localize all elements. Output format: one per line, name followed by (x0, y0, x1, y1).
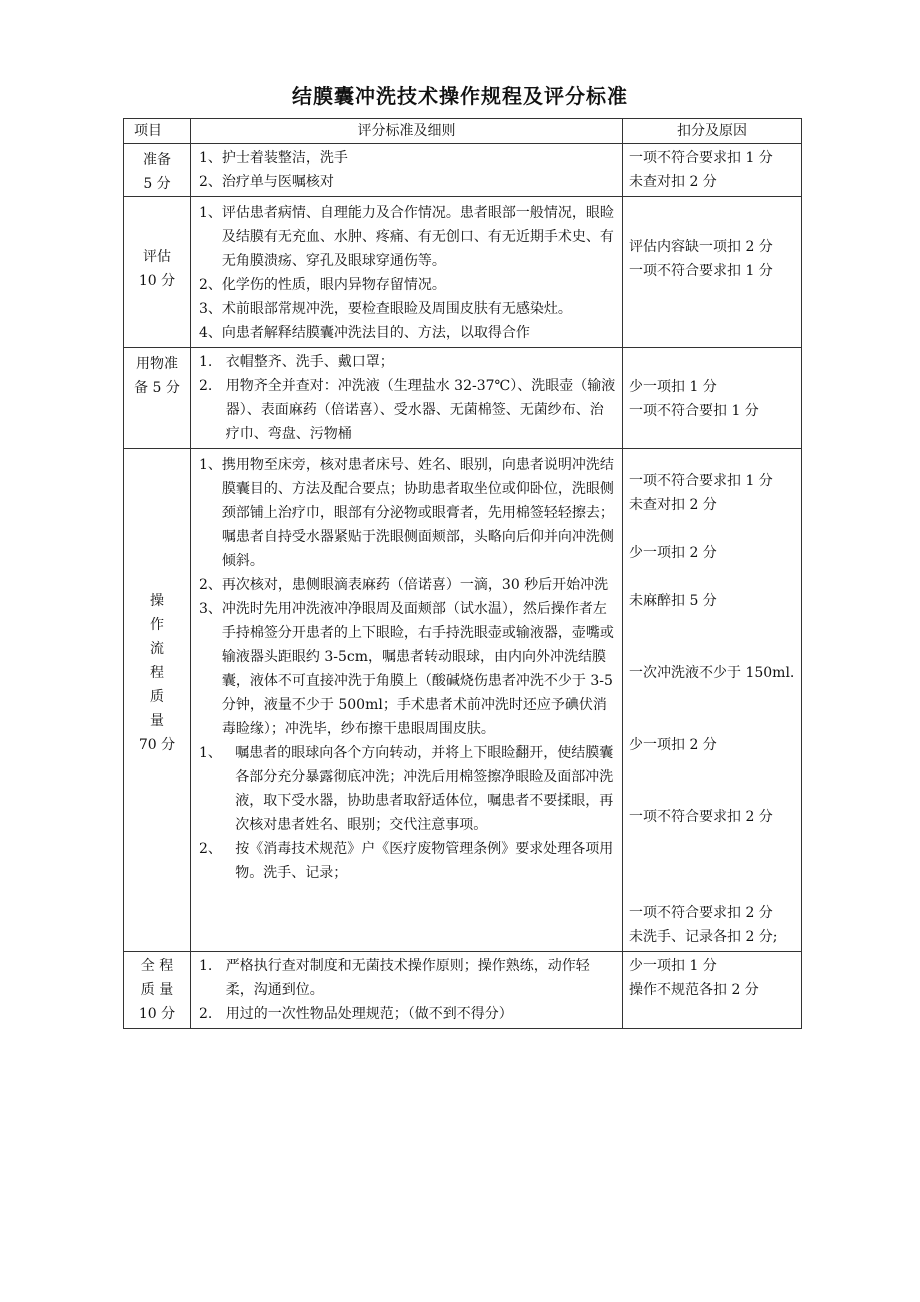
document-title: 结膜囊冲洗技术操作规程及评分标准 (292, 84, 628, 108)
category-line: 70 分 (138, 737, 176, 753)
criteria-item: 4、 向患者解释结膜囊冲洗法目的、方法，以取得合作 (199, 325, 530, 341)
category-cell (124, 348, 191, 449)
criteria-cell (191, 348, 623, 449)
deduction-cell (623, 348, 802, 449)
criteria-item: 2、 化学伤的性质，眼内异物存留情况。 (199, 277, 446, 293)
deduction-line: 一项不符合要求扣 1 分 (629, 263, 773, 279)
criteria-cell (191, 952, 623, 1029)
deduction-line: 未查对扣 2 分 (629, 497, 717, 513)
criteria-cell (191, 197, 623, 348)
category-cell (124, 449, 191, 952)
category-line: 评估 (143, 249, 171, 265)
criteria-item: 2、 治疗单与医嘱核对 (199, 174, 334, 190)
row-assessment (124, 197, 802, 348)
criteria-item: 1、 嘱患者的眼球向各个方向转动，并将上下眼睑翻开，使结膜囊各部分充分暴露彻底冲洗；冲洗后用棉签擦净眼睑及面部冲洗液，取下受水器，协助患者取舒适体位，嘱患者不要揉眼，再次核对患者姓名、眼别；交代注意事项。 (199, 745, 614, 833)
category-line: 质 量 (140, 982, 174, 998)
criteria-item: 1、 护士着装整洁，洗手 (199, 150, 348, 166)
category-cell (124, 952, 191, 1029)
criteria-cell (191, 144, 623, 197)
category-line: 10 分 (138, 1006, 176, 1022)
category-line: 备 5 分 (134, 380, 180, 396)
category-line: 操 (150, 593, 164, 609)
criteria-item: 3、 术前眼部常规冲洗，要检查眼睑及周围皮肤有无感染灶。 (199, 301, 572, 317)
scoring-table (123, 118, 802, 1029)
category-line: 准备 (143, 152, 171, 168)
category-line: 流 (150, 641, 164, 657)
header-row (124, 119, 802, 144)
deduction-line: 操作不规范各扣 2 分 (629, 982, 759, 998)
deduction-line: 一项不符合要求扣 2 分 (629, 809, 773, 825)
category-line: 10 分 (138, 273, 176, 289)
deduction-cell (623, 449, 802, 952)
category-line: 全 程 (140, 958, 174, 974)
criteria-item: 1、 评估患者病情、自理能力及合作情况。患者眼部一般情况，眼睑及结膜有无充血、水肿、疼痛、有无创口、有无近期手术史、有无角膜溃疡、穿孔及眼球穿通伤等。 (199, 205, 614, 269)
category-line: 5 分 (143, 176, 171, 192)
category-cell (124, 197, 191, 348)
category-line: 量 (150, 713, 164, 729)
deduction-line: 未洗手、记录各扣 2 分; (629, 929, 778, 945)
deduction-line: 少一项扣 2 分 (629, 545, 717, 561)
row-overall-quality (124, 952, 802, 1029)
deduction-line: 一项不符合要扣 1 分 (629, 403, 759, 419)
deduction-line: 一项不符合要求扣 1 分 (629, 473, 773, 489)
criteria-item: 2、 按《消毒技术规范》户《医疗废物管理条例》要求处理各项用物。洗手、记录； (199, 841, 614, 881)
header-item: 项目 (124, 119, 191, 144)
category-cell (124, 144, 191, 197)
deduction-line: 一项不符合要求扣 1 分 (629, 150, 773, 166)
deduction-line: 未查对扣 2 分 (629, 174, 717, 190)
criteria-item: 2. 用物齐全并查对：冲洗液（生理盐水 32-37℃）、洗眼壶（输液器）、表面麻药（倍诺喜）、受水器、无菌棉签、无菌纱布、治疗巾、弯盘、污物桶 (199, 378, 616, 442)
criteria-item: 2、 再次核对，患侧眼滴表麻药（倍诺喜）一滴，30 秒后开始冲洗 (199, 577, 609, 593)
row-operation (124, 449, 802, 952)
deduction-cell (623, 952, 802, 1029)
deduction-line: 少一项扣 1 分 (629, 958, 717, 974)
criteria-item: 2. 用过的一次性物品处理规范；（做不到不得分） (199, 1006, 513, 1022)
criteria-item: 3、 冲洗时先用冲洗液冲净眼周及面颊部（试水温），然后操作者左手持棉签分开患者的上下眼睑，右手持洗眼壶或输液器，壶嘴或输液器头距眼约 3-5cm，嘱患者转动眼球，由内向外冲洗结膜囊，液体不可直接冲洗于角膜上（酸碱烧伤患者冲洗不少于 3-5 分钟，液量不少于 500ml；手术患者术前冲洗时还应予碘伏消毒睑缘）；冲洗毕，纱布擦干患眼周围皮肤。 (199, 601, 614, 737)
deduction-line: 一项不符合要求扣 2 分 (629, 905, 773, 921)
deduction-cell (623, 144, 802, 197)
category-line: 用物准 (136, 356, 178, 372)
category-line: 程 (150, 665, 164, 681)
category-line: 作 (150, 617, 164, 633)
deduction-line: 一次冲洗液不少于 150ml. (629, 665, 795, 681)
header-criteria: 评分标准及细则 (191, 119, 623, 144)
deduction-line: 少一项扣 1 分 (629, 379, 717, 395)
deduction-line: 少一项扣 2 分 (629, 737, 717, 753)
criteria-item: 1、 携用物至床旁，核对患者床号、姓名、眼别，向患者说明冲洗结膜囊目的、方法及配合要点；协助患者取坐位或仰卧位，洗眼侧颈部铺上治疗巾，眼部有分泌物或眼膏者，先用棉签轻轻擦去；嘱患者自持受水器紧贴于洗眼侧面颊部，头略向后仰并向冲洗侧倾斜。 (199, 457, 614, 569)
category-line: 质 (150, 689, 164, 705)
row-prep (124, 144, 802, 197)
header-deduction: 扣分及原因 (623, 119, 802, 144)
criteria-item: 1. 严格执行查对制度和无菌技术操作原则；操作熟练，动作轻柔，沟通到位。 (199, 958, 590, 998)
deduction-cell (623, 197, 802, 348)
criteria-item: 1. 衣帽整齐、洗手、戴口罩； (199, 354, 394, 370)
deduction-line: 未麻醉扣 5 分 (629, 593, 717, 609)
row-supplies (124, 348, 802, 449)
deduction-line: 评估内容缺一项扣 2 分 (629, 239, 773, 255)
criteria-cell (191, 449, 623, 952)
